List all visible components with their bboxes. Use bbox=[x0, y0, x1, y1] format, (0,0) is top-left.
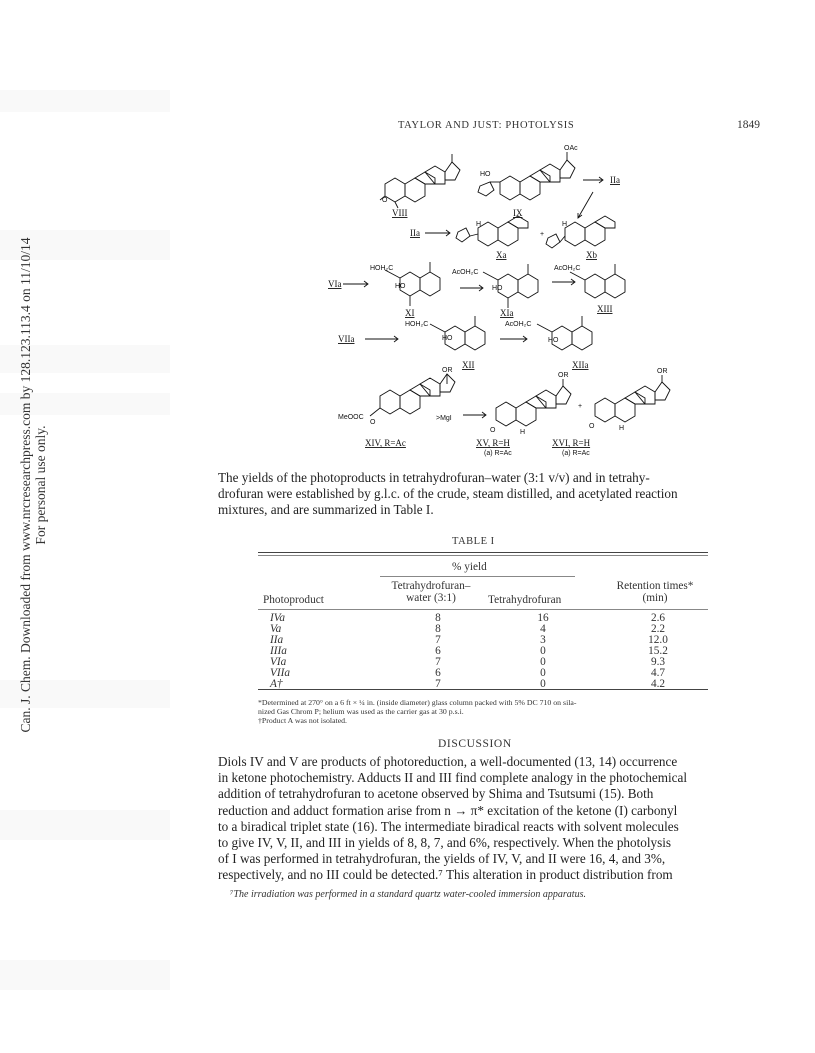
acoh2c-label: AcOH₂C bbox=[554, 265, 581, 272]
scan-artifact bbox=[0, 960, 170, 990]
table-row bbox=[258, 657, 708, 668]
cell-thf: 0 bbox=[540, 678, 546, 690]
compound-label-xii: XII bbox=[462, 360, 475, 370]
or-label: OR bbox=[442, 367, 453, 374]
paragraph-line: in ketone photochemistry. Adducts II and III find complete analogy in the photochemical bbox=[218, 770, 687, 786]
cell-thf: 4 bbox=[540, 623, 546, 635]
col-photoproduct: Photoproduct bbox=[263, 594, 324, 606]
atom-o-label: O bbox=[370, 419, 376, 426]
table-top-rule bbox=[258, 552, 708, 553]
or-label: OR bbox=[657, 368, 668, 375]
paragraph-line: reduction and adduct formation arise from n → π* excitation of the ketone (I) carbonyl bbox=[218, 802, 678, 818]
compound-label-viii: VIII bbox=[392, 208, 408, 218]
meooc-label: MeOOC bbox=[338, 414, 364, 421]
hoh2c-label: HOH₂C bbox=[370, 265, 394, 272]
paragraph-line: respectively, and no III could be detected.⁷ This alteration in product distribution from bbox=[218, 867, 673, 883]
cell-thf: 3 bbox=[540, 634, 546, 646]
reaction-scheme bbox=[300, 132, 720, 462]
scan-artifact bbox=[0, 90, 170, 112]
compound-label-xi: XI bbox=[405, 308, 415, 318]
col-thf: Tetrahydrofuran bbox=[488, 594, 562, 606]
compound-label-iia-1: IIa bbox=[610, 175, 620, 185]
compound-label-viia: VIIa bbox=[338, 334, 355, 344]
atom-o-label: O bbox=[382, 197, 388, 204]
cell-thf-water: 7 bbox=[435, 656, 441, 668]
paragraph-line: Diols IV and V are products of photoreduction, a well-documented (13, 14) occurrence bbox=[218, 754, 678, 769]
cell-product: VIa bbox=[270, 656, 287, 668]
cell-product: VIIa bbox=[270, 667, 291, 679]
cell-retention: 15.2 bbox=[648, 645, 668, 657]
compound-label-xvi: XVI, R=H bbox=[552, 438, 591, 448]
table-row bbox=[258, 624, 708, 635]
plus-sign: + bbox=[540, 231, 545, 238]
oac-label: OAc bbox=[564, 145, 578, 152]
discussion-paragraph bbox=[218, 754, 742, 884]
table-footnote: *Determined at 270° on a 6 ft × ¼ in. (inside diameter) glass column packed with 5% DC 710 on sila- bbox=[258, 698, 577, 707]
cell-product: IIa bbox=[270, 634, 284, 646]
cell-retention: 12.0 bbox=[648, 634, 668, 646]
compound-label-xiv: XIV, R=Ac bbox=[365, 438, 406, 448]
cell-product: A† bbox=[270, 678, 283, 690]
group-rule bbox=[380, 576, 575, 577]
cell-thf-water: 8 bbox=[435, 623, 441, 635]
plus-sign: + bbox=[578, 403, 583, 410]
paragraph-line: to a biradical triplet state (16). The intermediate biradical reacts with solvent molecules bbox=[218, 818, 679, 834]
intro-paragraph bbox=[218, 470, 742, 519]
table-row bbox=[258, 613, 708, 624]
col-thf-water-line2: water (3:1) bbox=[406, 592, 456, 604]
running-head: TAYLOR AND JUST: PHOTOLYSIS bbox=[398, 120, 575, 131]
cell-thf: 16 bbox=[537, 612, 549, 624]
structure-ix bbox=[478, 152, 575, 200]
cell-thf-water: 6 bbox=[435, 667, 441, 679]
table-title: TABLE I bbox=[452, 536, 495, 547]
compound-label-xa: Xa bbox=[496, 250, 507, 260]
scan-artifact bbox=[0, 810, 170, 840]
table-row bbox=[258, 635, 708, 646]
cell-product: Va bbox=[270, 623, 282, 635]
paragraph-line: to give IV, V, II, and III in yields of 8, 8, 7, and 6%, respectively. When the photolysis bbox=[218, 835, 672, 851]
table-row bbox=[258, 668, 708, 679]
cell-retention: 9.3 bbox=[650, 656, 666, 668]
cell-retention: 4.2 bbox=[650, 678, 666, 690]
cell-retention: 2.6 bbox=[650, 612, 666, 624]
paragraph-line: of I was performed in tetrahydrofuran, the yields of IV, V, and II were 16, 4, and 3%, bbox=[218, 851, 666, 867]
cell-product: IIIa bbox=[270, 645, 287, 657]
table-footnotes bbox=[258, 698, 728, 726]
acoh2c-label: AcOH₂C bbox=[452, 269, 479, 276]
compound-label-ix: IX bbox=[513, 208, 523, 218]
col-retention-line1: Retention times* bbox=[616, 580, 694, 592]
acoh2c-label: AcOH₂C bbox=[505, 321, 532, 328]
col-retention-line2: (min) bbox=[642, 592, 668, 604]
hoh2c-label: HOH₂C bbox=[405, 321, 429, 328]
group-header: % yield bbox=[452, 561, 487, 573]
structure-xb bbox=[546, 216, 615, 248]
compound-label-xb: Xb bbox=[586, 250, 597, 260]
compound-label-xia: XIa bbox=[500, 308, 514, 318]
table-footnote: nized Gas Chrom P; helium was used as the carrier gas at 30 p.s.i. bbox=[258, 707, 464, 717]
cell-product: IVa bbox=[270, 612, 286, 624]
col-thf-water-line1: Tetrahydrofuran– bbox=[391, 580, 471, 592]
compound-label-xv-a: (a) R=Ac bbox=[484, 450, 512, 457]
structure-viii bbox=[380, 154, 460, 208]
cell-thf-water: 6 bbox=[435, 645, 441, 657]
reaction-scheme-drawing bbox=[300, 132, 720, 462]
ho-label: HO bbox=[395, 283, 406, 290]
cell-retention: 2.2 bbox=[650, 623, 666, 635]
atom-o-label: O bbox=[490, 427, 496, 434]
download-notice bbox=[18, 225, 48, 745]
structure-xiv bbox=[370, 374, 455, 416]
cell-retention: 4.7 bbox=[650, 667, 666, 679]
h-label: H bbox=[562, 221, 568, 228]
mgi-label: >MgI bbox=[436, 415, 452, 422]
cell-thf: 0 bbox=[540, 656, 546, 668]
h-label: H bbox=[619, 425, 625, 432]
cell-thf: 0 bbox=[540, 645, 546, 657]
h-label: H bbox=[520, 429, 526, 436]
table-body bbox=[258, 613, 708, 690]
compound-label-xv: XV, R=H bbox=[476, 438, 510, 448]
structure-xiia bbox=[537, 316, 592, 350]
table-footnote: †Product A was not isolated. bbox=[258, 716, 348, 726]
compound-label-xvi-a: (a) R=Ac bbox=[562, 450, 590, 457]
table-top-rule-2 bbox=[258, 555, 708, 556]
ho-label: HO bbox=[442, 335, 453, 342]
paragraph-line: mixtures, and are summarized in Table I. bbox=[218, 502, 434, 518]
col-retention bbox=[600, 580, 710, 604]
h-label: H bbox=[476, 221, 482, 228]
table-row bbox=[258, 679, 708, 690]
paragraph-line: addition of tetrahydrofuran to acetone observed by Shima and Tsutsumi (15). Both bbox=[218, 786, 654, 802]
footnote: ⁷The irradiation was performed in a standard quartz water-cooled immersion apparatus. bbox=[230, 889, 586, 900]
compound-label-iia-2: IIa bbox=[410, 228, 420, 238]
page-number: 1849 bbox=[737, 119, 760, 131]
structure-xii bbox=[430, 316, 485, 350]
cell-thf: 0 bbox=[540, 667, 546, 679]
compound-label-xiia: XIIa bbox=[572, 360, 589, 370]
structure-xa bbox=[456, 216, 528, 246]
download-notice-line2: For personal use only. bbox=[33, 425, 48, 545]
cell-thf-water: 7 bbox=[435, 634, 441, 646]
cell-thf-water: 7 bbox=[435, 678, 441, 690]
structure-xv bbox=[496, 379, 571, 426]
section-heading: DISCUSSION bbox=[438, 738, 512, 750]
paragraph-line: The yields of the photoproducts in tetrahydrofuran–water (3:1 v/v) and in tetrahy- bbox=[218, 470, 650, 485]
ho-label: HO bbox=[480, 171, 491, 178]
compound-label-via: VIa bbox=[328, 279, 342, 289]
col-thf-water bbox=[386, 580, 476, 604]
ho-label: HO bbox=[492, 285, 503, 292]
ho-label: HO bbox=[548, 337, 559, 344]
table-row bbox=[258, 646, 708, 657]
compound-label-xiii: XIII bbox=[597, 304, 613, 314]
or-label: OR bbox=[558, 372, 569, 379]
structure-xvi bbox=[595, 375, 670, 422]
paragraph-line: drofuran were established by g.l.c. of the crude, steam distilled, and acetylated reaction bbox=[218, 486, 678, 502]
header-rule bbox=[258, 609, 708, 610]
download-notice-line1: Can. J. Chem. Downloaded from www.nrcresearchpress.com by 128.123.113.4 on 11/10/14 bbox=[18, 237, 33, 733]
cell-thf-water: 8 bbox=[435, 612, 441, 624]
atom-o-label: O bbox=[589, 423, 595, 430]
